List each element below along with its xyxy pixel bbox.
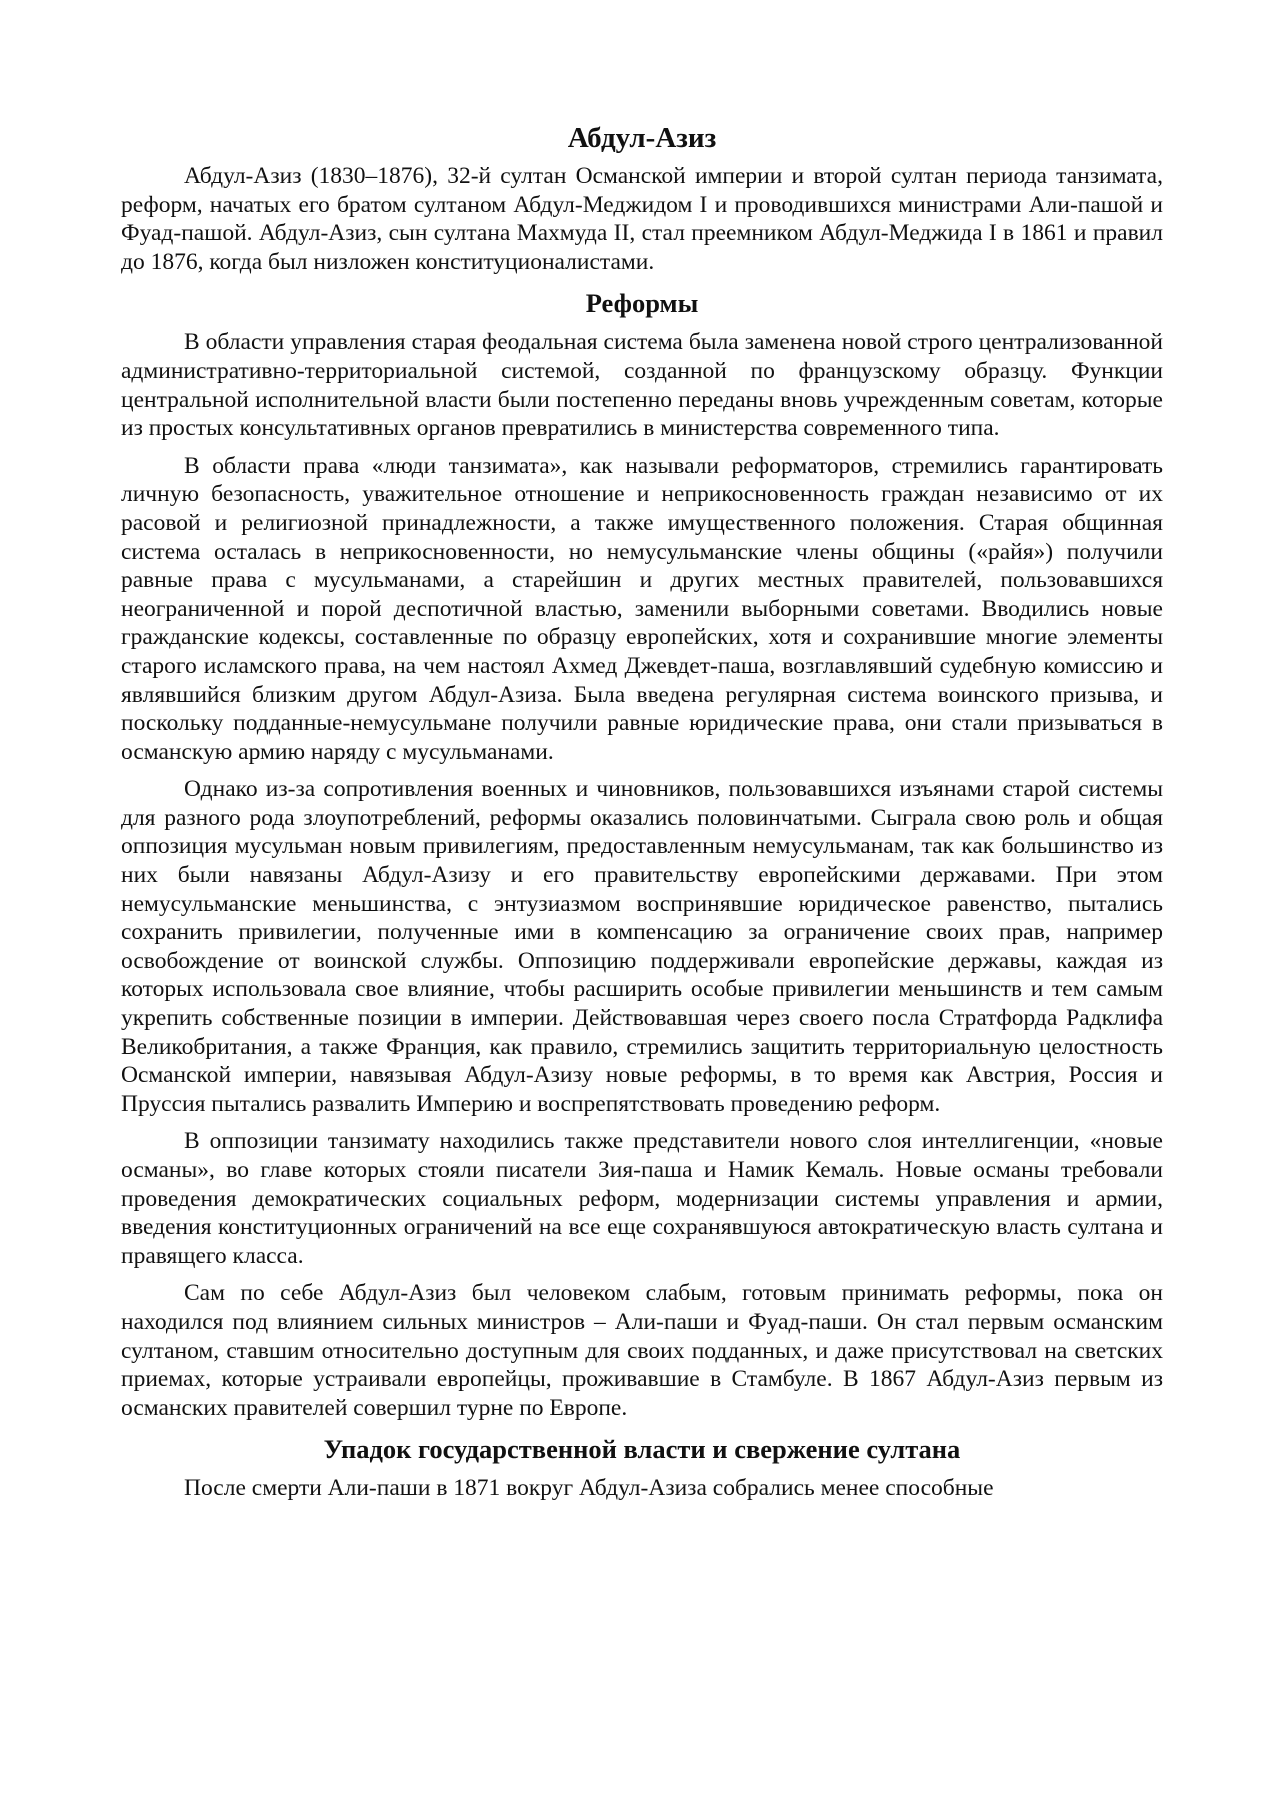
paragraph: В области права «люди танзимата», как называли реформаторов, стремились гарантировать личную безопасность, уважительное отношение и неприкосновенность граждан независимо от их расовой и религиозной принадлежности, а также имущественного положения. Старая общинная система осталась в неприкосновенности, но немусульманские члены общины («райя») получили равные права с мусульманами, а старейшин и других местных правителей, пользовавшихся неограниченной и порой деспотичной властью, заменили выборными советами. Вводились новые гражданские кодексы, составленные по образцу европейских, хотя и сохранившие многие элементы старого исламского права, на чем настоял Ахмед Джевдет-паша, возглавлявший судебную комиссию и являвшийся близким другом Абдул-Азиза. Была введена регулярная система воинского призыва, и поскольку подданные-немусульмане получили равные юридические права, они стали призываться в османскую армию наряду с мусульманами. bbox=[121, 452, 1163, 765]
paragraph: Сам по себе Абдул-Азиз был человеком слабым, готовым принимать реформы, пока он находился под влиянием сильных министров – Али-паши и Фуад-паши. Он стал первым османским султаном, ставшим относительно доступным для своих подданных, и даже присутствовал на светских приемах, которые устраивали европейцы, проживавшие в Стамбуле. В 1867 Абдул-Азиз первым из османских правителей совершил турне по Европе. bbox=[121, 1280, 1163, 1421]
section-decline bbox=[121, 1432, 1163, 1503]
section-reforms bbox=[121, 286, 1163, 1422]
document-title: Абдул-Азиз bbox=[567, 122, 717, 154]
section-heading: Реформы bbox=[585, 288, 699, 319]
section-heading: Упадок государственной власти и свержение султана bbox=[323, 1434, 961, 1465]
paragraph: Однако из-за сопротивления военных и чиновников, пользовавшихся изъянами старой системы для разного рода злоупотреблений, реформы оказались половинчатыми. Сыграла свою роль и общая оппозиция мусульман новым привилегиям, предоставленным немусульманам, так как большинство из них были навязаны Абдул-Азизу и его правительству европейскими державами. При этом немусульманские меньшинства, с энтузиазмом воспринявшие юридическое равенство, пытались сохранить привилегии, полученные ими в компенсацию за ограничение своих прав, например освобождение от воинской службы. Оппозицию поддерживали европейские державы, каждая из которых использовала свое влияние, чтобы расширить особые привилегии меньшинств и тем самым укрепить собственные позиции в империи. Действовавшая через своего посла Стратфорда Радклифа Великобритания, а также Франция, как правило, стремились защитить территориальную целостность Османской империи, навязывая Абдул-Азизу новые реформы, в то время как Австрия, Россия и Пруссия пытались развалить Империю и воспрепятствовать проведению реформ. bbox=[121, 776, 1163, 1117]
intro-paragraph: Абдул-Азиз (1830–1876), 32-й султан Османской империи и второй султан периода танзимата, реформ, начатых его братом султаном Абдул-Меджидом I и проводившихся министрами Али-пашой и Фуад-пашой. Абдул-Азиз, сын султана Махмуда II, стал преемником Абдул-Меджида I в 1861 и правил до 1876, когда был низложен конституционалистами. bbox=[121, 163, 1163, 275]
paragraph: В области управления старая феодальная система была заменена новой строго централизованной административно-территориальной системой, созданной по французскому образцу. Функции центральной исполнительной власти были постепенно переданы вновь учрежденным советам, которые из простых консультативных органов превратились в министерства современного типа. bbox=[121, 329, 1163, 442]
paragraph: В оппозиции танзимату находились также представители нового слоя интеллигенции, «новые османы», во главе которых стояли писатели Зия-паша и Намик Кемаль. Новые османы требовали проведения демократических социальных реформ, модернизации системы управления и армии, введения конституционных ограничений на все еще сохранявшуюся автократическую власть султана и правящего класса. bbox=[121, 1128, 1163, 1269]
paragraph: После смерти Али-паши в 1871 вокруг Абдул-Азиза собрались менее способные bbox=[184, 1475, 994, 1502]
document-page bbox=[121, 118, 1163, 1503]
